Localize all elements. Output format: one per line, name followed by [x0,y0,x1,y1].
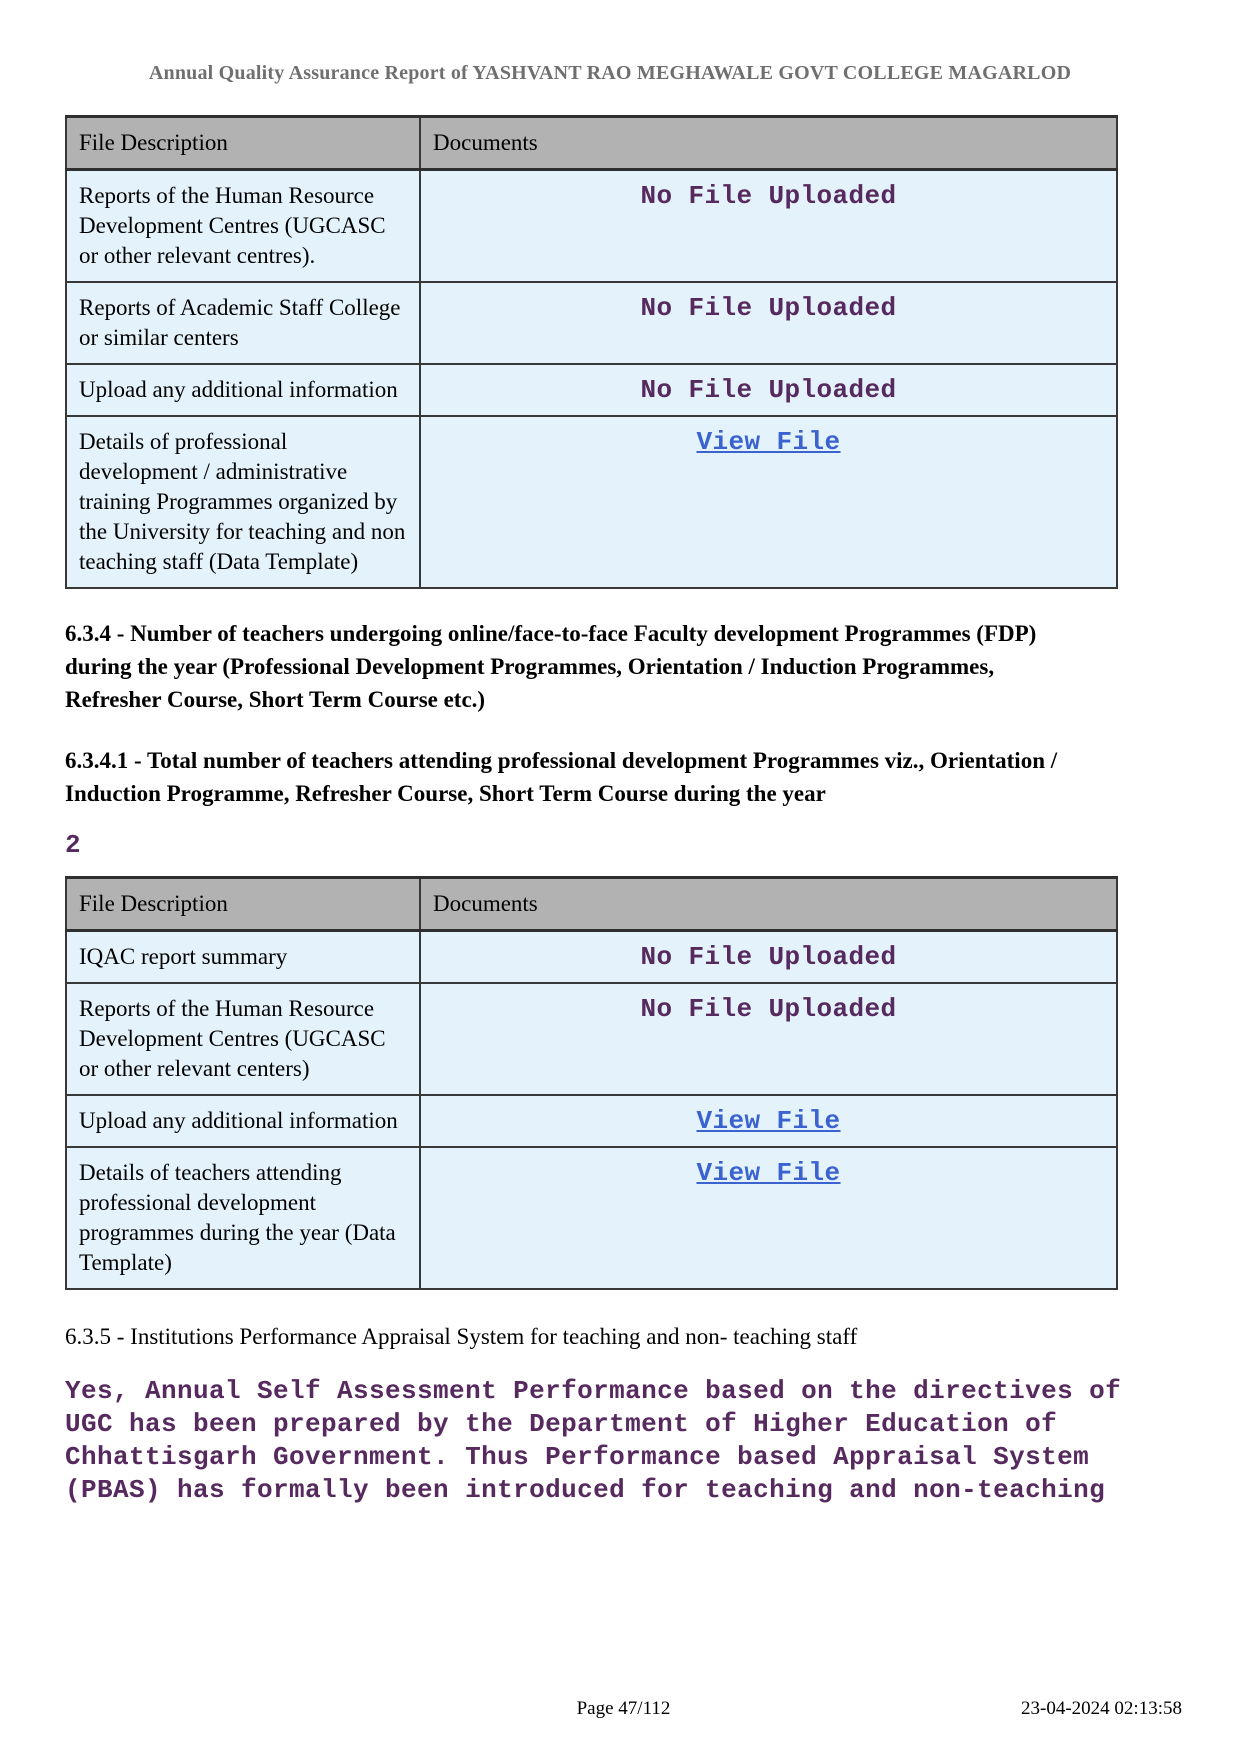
file-description-cell: Details of teachers attending professional development programmes during the year (Data Template) [66,1147,420,1289]
documents-cell [420,170,1117,283]
table-row [66,416,1117,588]
section-heading-6-3-5: 6.3.5 - Institutions Performance Appraisal System for teaching and non- teaching staff [65,1324,858,1349]
page-header-title: Annual Quality Assurance Report of YASHVANT RAO MEGHAWALE GOVT COLLEGE MAGARLOD [148,62,1072,84]
table-row [66,364,1117,416]
timestamp: 23-04-2024 02:13:58 [1021,1698,1182,1719]
view-file-link[interactable]: View File [696,1158,841,1188]
table-header-row [66,117,1117,170]
documents-cell [420,931,1117,984]
table-row [66,1147,1117,1289]
upload-documents-table-2 [65,876,1118,1290]
table-header-row [66,878,1117,931]
documents-cell [420,1095,1117,1147]
column-header-file-description: File Description [66,878,420,931]
page-footer [65,1698,1182,1724]
table-row [66,931,1117,984]
documents-cell [420,983,1117,1095]
file-description-cell: Reports of the Human Resource Development Centres (UGCASC or other relevant centers) [66,983,420,1095]
section-heading-6-3-4-1: 6.3.4.1 - Total number of teachers attending professional development Programmes viz., Orientation / Induction Programme, Refresher Course, Short Term Course during the year [65,748,1058,806]
table-row [66,983,1117,1095]
documents-cell [420,416,1117,588]
documents-cell [420,1147,1117,1289]
documents-cell [420,364,1117,416]
file-description-cell: Reports of the Human Resource Development Centres (UGCASC or other relevant centres). [66,170,420,283]
file-description-cell: Upload any additional information [66,364,420,416]
no-file-uploaded-status: No File Uploaded [640,375,897,405]
file-description-cell: Upload any additional information [66,1095,420,1147]
no-file-uploaded-status: No File Uploaded [640,293,897,323]
answer-text-6-3-5: Yes, Annual Self Assessment Performance based on the directives of UGC has been prepared by the Department of Higher Education of Chhattisgarh Government. Thus Performance based Appraisal System (PBAS) has formally been introduced for teaching and non-teaching [65,1376,1122,1505]
section-heading-6-3-4: 6.3.4 - Number of teachers undergoing online/face-to-face Faculty development Programmes (FDP) during the year (Professional Development Programmes, Orientation / Induction Programmes, Refresher Course, Short Term Course etc.) [65,621,1037,712]
no-file-uploaded-status: No File Uploaded [640,942,897,972]
file-description-cell: IQAC report summary [66,931,420,984]
column-header-documents: Documents [420,117,1117,170]
column-header-file-description: File Description [66,117,420,170]
file-description-cell: Details of professional development / administrative training Programmes organized by the University for teaching and non teaching staff (Data Template) [66,416,420,588]
file-description-cell: Reports of Academic Staff College or similar centers [66,282,420,364]
table-row [66,170,1117,283]
upload-documents-table-1 [65,115,1118,589]
no-file-uploaded-status: No File Uploaded [640,994,897,1024]
documents-cell [420,282,1117,364]
view-file-link[interactable]: View File [696,427,841,457]
column-header-documents: Documents [420,878,1117,931]
page-number: Page 47/112 [576,1698,671,1719]
view-file-link[interactable]: View File [696,1106,841,1136]
table-row [66,282,1117,364]
page-content [65,0,1190,1507]
no-file-uploaded-status: No File Uploaded [640,181,897,211]
table-row [66,1095,1117,1147]
answer-value-6-3-4-1: 2 [65,830,81,860]
